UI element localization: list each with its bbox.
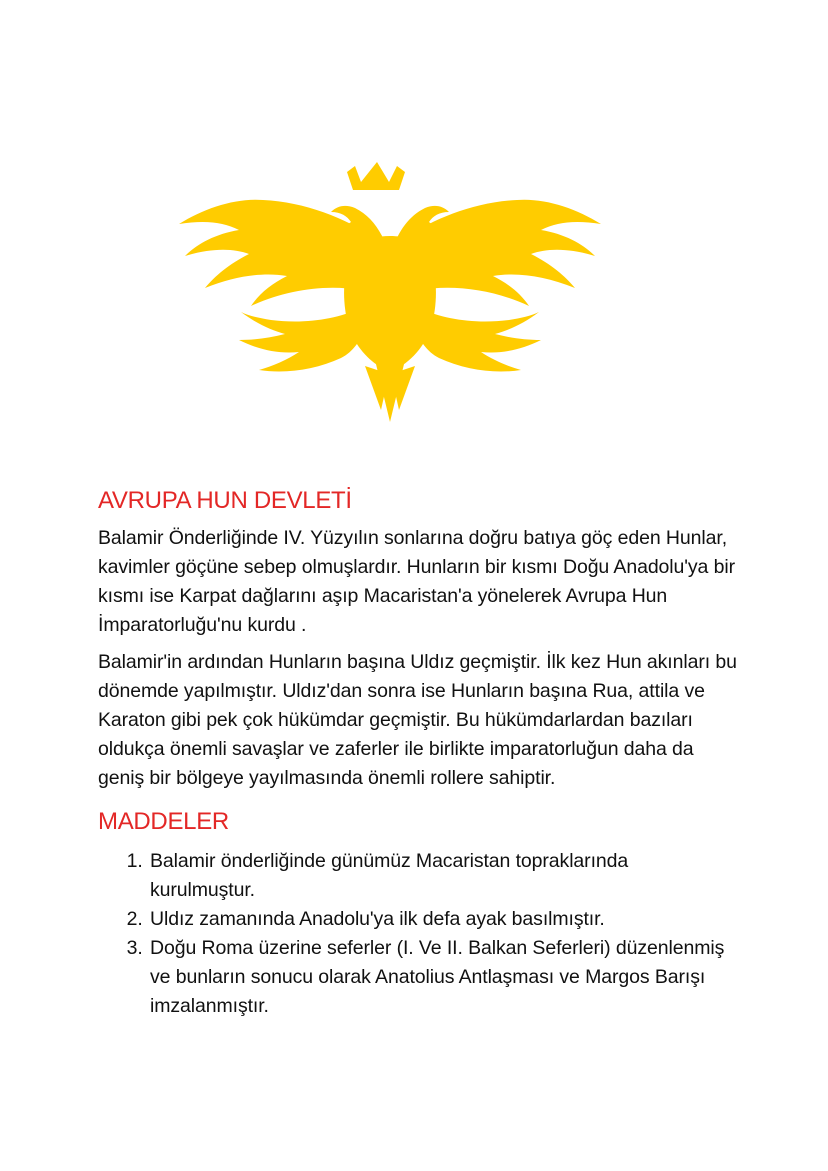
list-item: 1. Balamir önderliğinde günümüz Macaristan topraklarında kurulmuştur. — [148, 847, 738, 905]
document-content — [98, 486, 738, 1021]
double-headed-eagle-icon — [175, 160, 605, 425]
section-heading-avrupa-hun-devleti: AVRUPA HUN DEVLETİ — [98, 487, 352, 514]
list-item: 3. Doğu Roma üzerine seferler (I. Ve II. Balkan Seferleri) düzenlenmiş ve bunların sonucu olarak Anatolius Antlaşması ve Margos Barışı imzalanmıştır. — [148, 934, 738, 1021]
maddeler-list — [98, 847, 738, 1021]
list-item: 2. Uldız zamanında Anadolu'ya ilk defa ayak basılmıştır. — [148, 905, 738, 934]
paragraph-1: Balamir Önderliğinde IV. Yüzyılın sonlarına doğru batıya göç eden Hunlar, kavimler göçüne sebep olmuşlardır. Hunların bir kısmı Doğu Anadolu'ya bir kısmı ise Karpat dağlarını aşıp Macaristan'a yönelerek Avrupa Hun İmparatorluğu'nu kurdu . — [98, 527, 735, 636]
paragraph-2: Balamir'in ardından Hunların başına Uldız geçmiştir. İlk kez Hun akınları bu dönemde yapılmıştır. Uldız'dan sonra ise Hunların başına Rua, attila ve Karaton gibi pek çok hükümdar geçmiştir. Bu hükümdarlardan bazıları oldukça önemli savaşlar ve zaferler ile birlikte imparatorluğun daha da geniş bir bölgeye yayılmasında önemli rollere sahiptir. — [98, 651, 737, 789]
section-heading-maddeler: MADDELER — [98, 808, 229, 835]
